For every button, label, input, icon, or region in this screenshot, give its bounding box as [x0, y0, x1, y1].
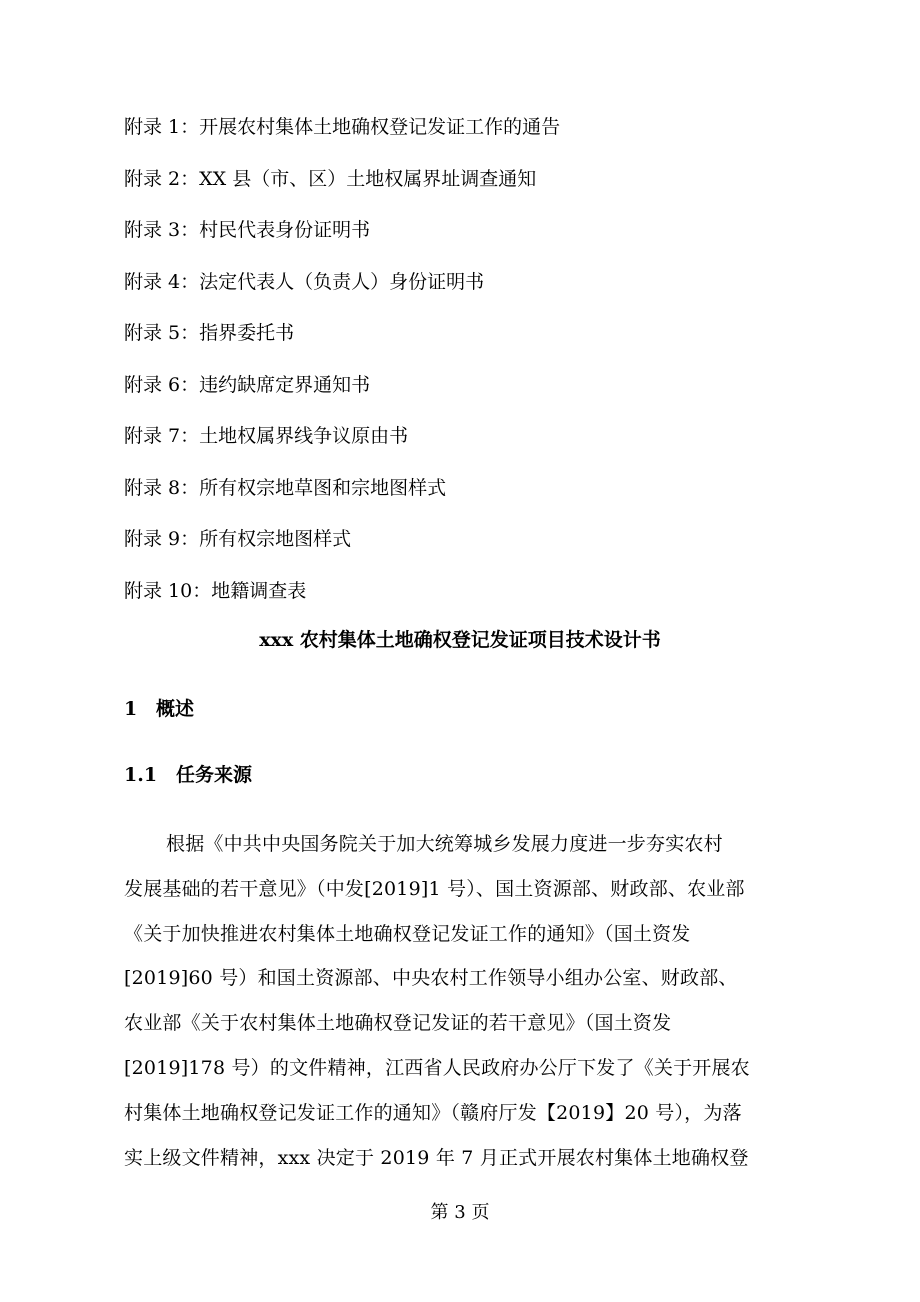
section-heading-1	[124, 690, 194, 728]
appendix-item-5: 附录 5：指界委托书	[124, 322, 295, 344]
appendix-item-3: 附录 3：村民代表身份证明书	[124, 219, 371, 241]
section-number: 1	[124, 698, 138, 720]
appendix-item-4: 附录 4：法定代表人（负责人）身份证明书	[124, 270, 485, 293]
appendix-item-9: 附录 9：所有权宗地图样式	[124, 528, 352, 550]
paragraph-line: 农业部《关于农村集体土地确权登记发证的若干意见》（国土资发	[124, 1012, 672, 1035]
appendix-item-7: 附录 7：土地权属界线争议原由书	[124, 425, 409, 447]
paragraph-line: 实上级文件精神，xxx 决定于 2019 年 7 月正式开展农村集体土地确权登	[124, 1146, 749, 1169]
subsection-title: 任务来源	[176, 764, 253, 786]
appendix-item-6: 附录 6：违约缺席定界通知书	[124, 373, 371, 396]
paragraph-line: 村集体土地确权登记发证工作的通知》（赣府厅发【2019】20 号），为落	[124, 1101, 742, 1124]
paragraph-line: [2019]60 号）和国土资源部、中央农村工作领导小组办公室、财政部、	[124, 967, 738, 990]
document-title: xxx 农村集体土地确权登记发证项目技术设计书	[259, 629, 661, 651]
appendix-item-10: 附录 10：地籍调查表	[124, 579, 307, 602]
paragraph-line: 《关于加快推进农村集体土地确权登记发证工作的通知》（国土资发	[124, 922, 691, 945]
appendix-item-2: 附录 2：XX 县（市、区）土地权属界址调查通知	[124, 167, 537, 190]
section-title: 概述	[156, 698, 195, 720]
appendix-item-1: 附录 1：开展农村集体土地确权登记发证工作的通告	[124, 116, 561, 138]
paragraph-line: 发展基础的若干意见》（中发[2019]1 号）、国土资源部、财政部、农业部	[124, 877, 745, 900]
body-paragraph	[124, 822, 802, 1180]
subsection-number: 1.1	[124, 764, 158, 786]
page-number-footer: 第 3 页	[430, 1202, 490, 1223]
section-heading-1-1	[124, 756, 252, 794]
paragraph-line: 根据《中共中央国务院关于加大统筹城乡发展力度进一步夯实农村	[166, 833, 723, 855]
appendix-item-8: 附录 8：所有权宗地草图和宗地图样式	[124, 476, 447, 499]
appendix-list	[124, 108, 804, 623]
paragraph-line: [2019]178 号）的文件精神，江西省人民政府办公厅下发了《关于开展农	[124, 1056, 750, 1079]
